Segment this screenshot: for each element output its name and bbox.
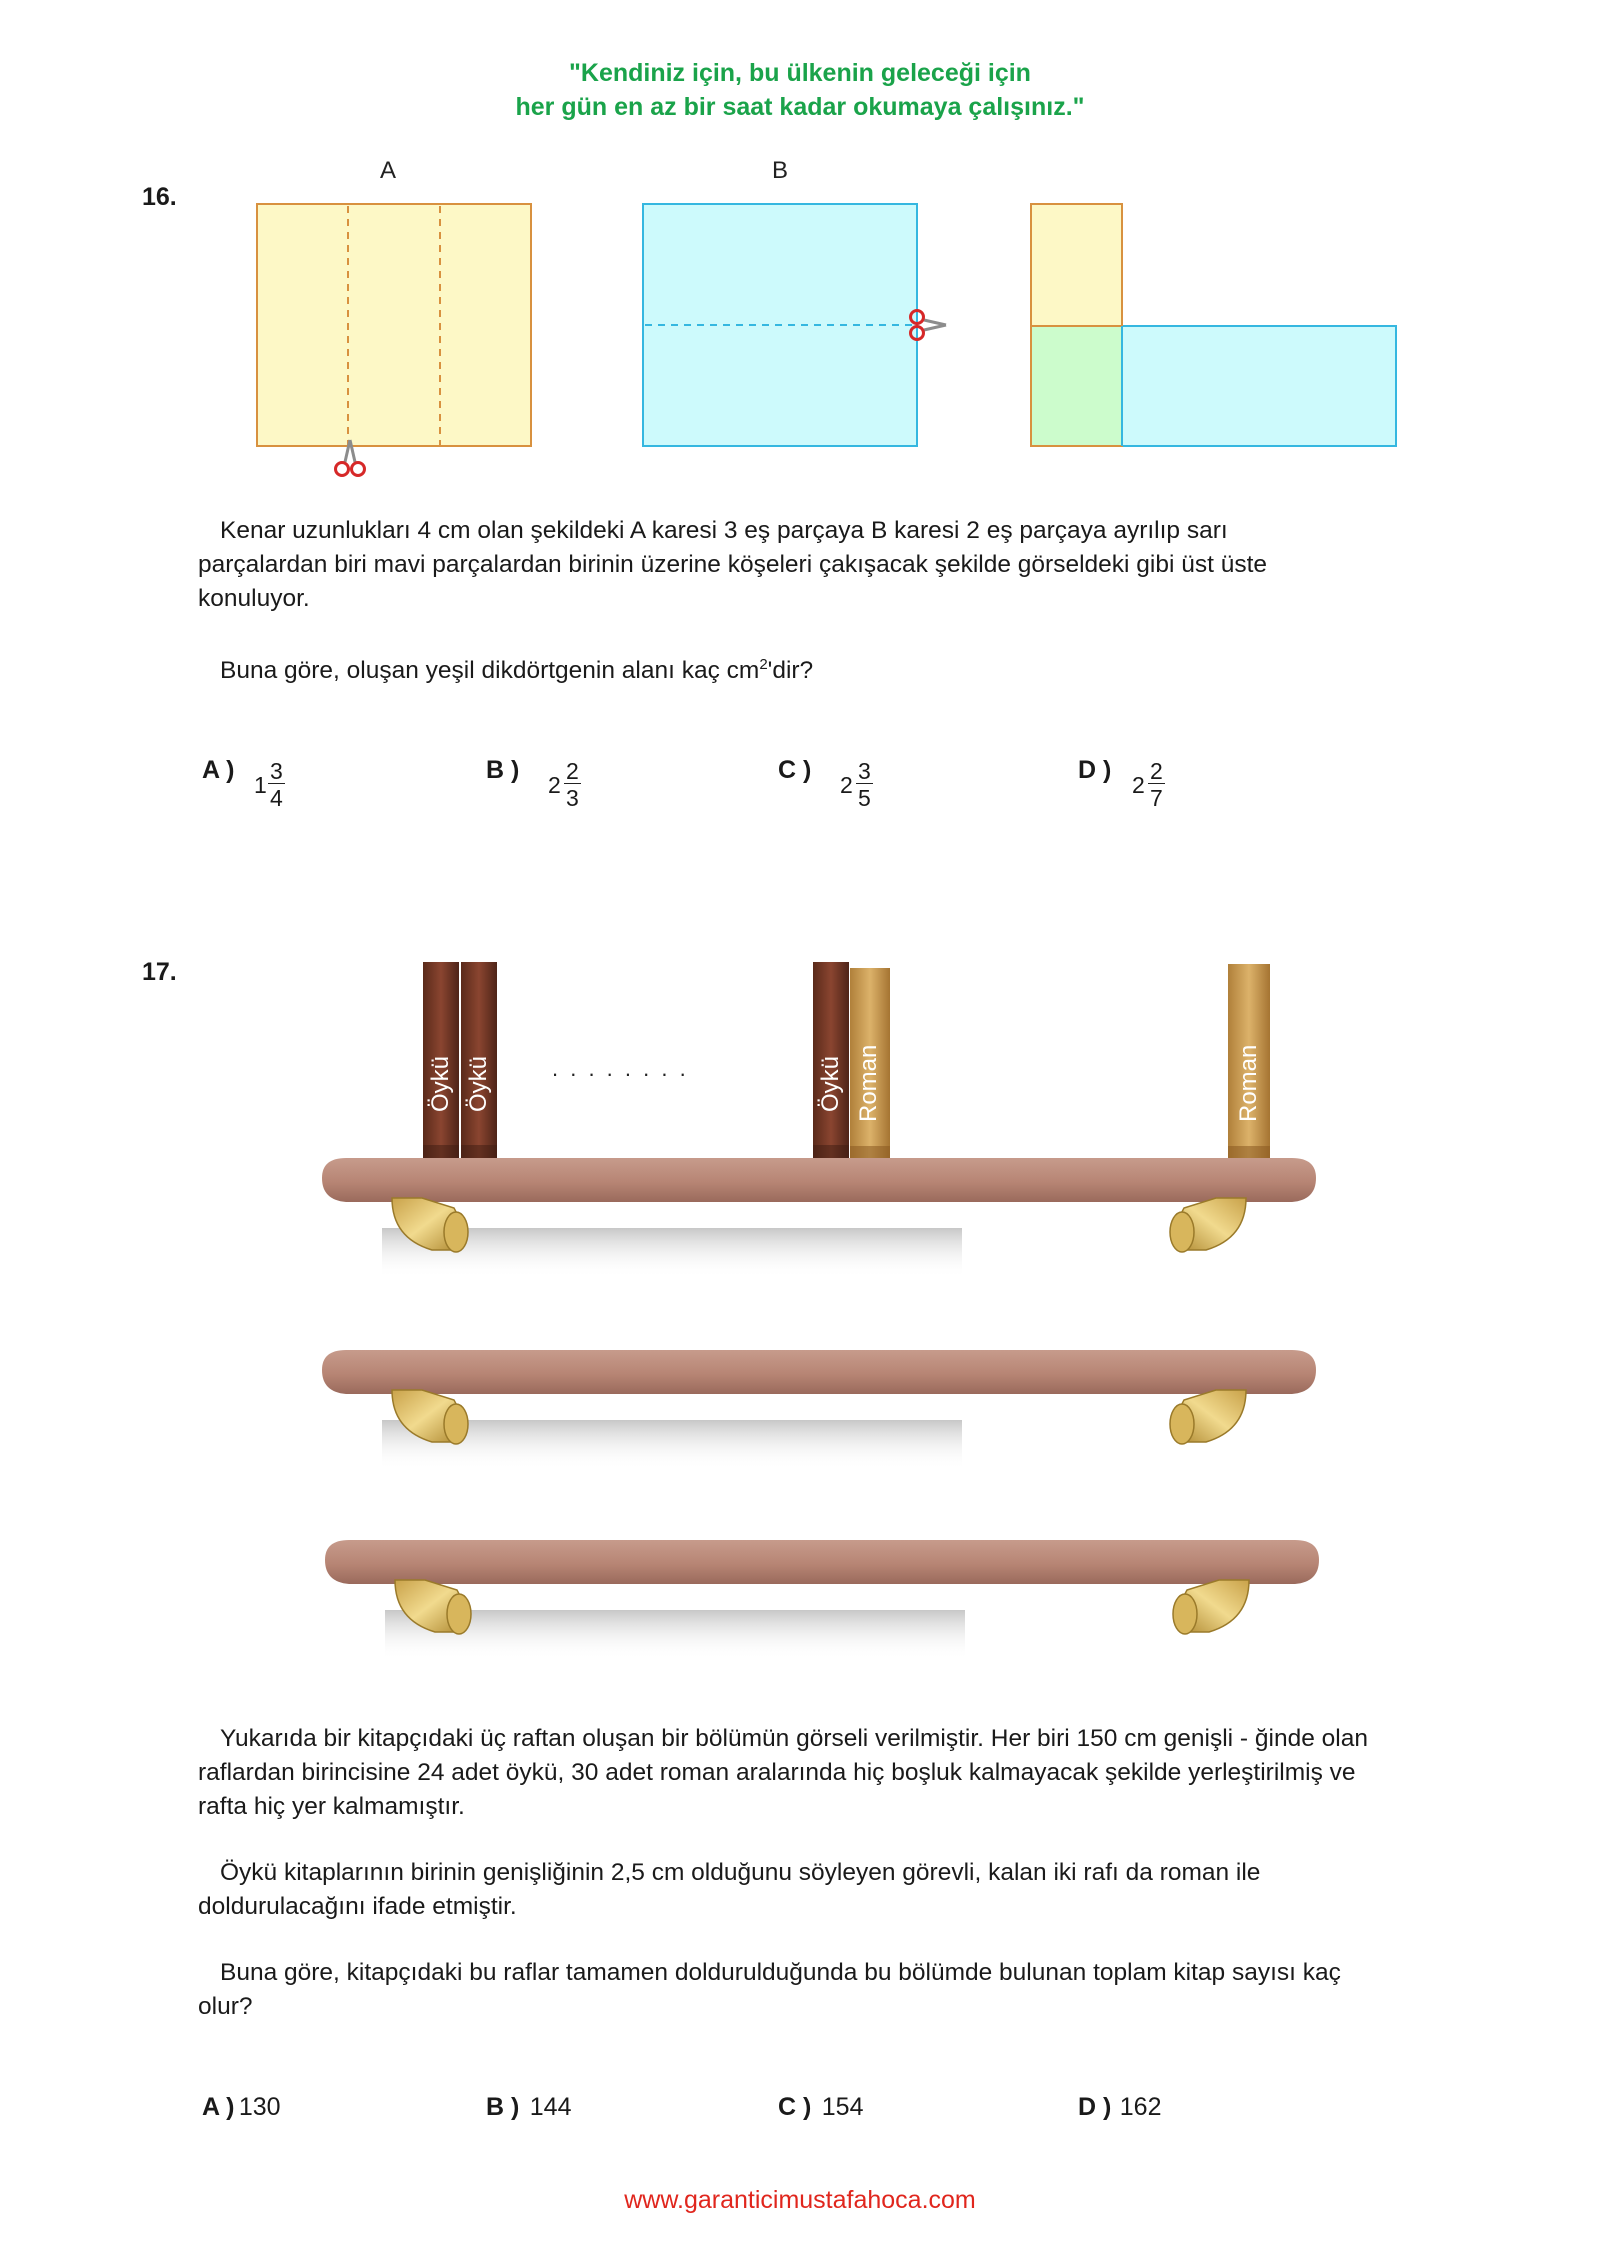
quote-line-1: "Kendiniz için, bu ülkenin geleceği için: [569, 59, 1031, 87]
book-novel-1: [850, 968, 890, 1176]
bookshelf-figure: [0, 940, 1600, 1700]
svg-text:Öykü: Öykü: [465, 1055, 492, 1112]
q16-options: A ) 1 $\frac{3}{4}$ B ) 2 $\frac{2}{3}$ C ) 2 $\frac{3}{5}$ D ) 2 $\frac{2}{7}$: [202, 756, 1163, 811]
q17-paragraph-3: Buna göre, kitapçıdaki bu raflar tamamen doldurulduğunda bu bölümde bulunan toplam kitap sayısı kaç olur?: [198, 1959, 1341, 2020]
fraction: $\frac{2}{7}$: [1150, 758, 1163, 811]
q17-paragraph-1: Yukarıda bir kitapçıdaki üç raftan oluşan bir bölümün görseli verilmiştir. Her biri 150 cm genişli - ğinde olan raflardan birincisine 24 adet öykü, 30 adet roman aralarında hiç boşluk kalmayacak şekilde yerleştirilmiş ve rafta hiç yer kalmamıştır.: [198, 1725, 1368, 1820]
square-a: [257, 204, 531, 446]
yellow-piece: [1031, 204, 1122, 326]
svg-text:Öykü: Öykü: [427, 1055, 454, 1112]
q17-options: [0, 2093, 1600, 2133]
book-novel-2: [1228, 964, 1270, 1176]
question-17-number: 17.: [142, 958, 177, 986]
quote-line-2: her gün en az bir saat kadar okumaya çalışınız.": [515, 93, 1085, 121]
fraction: $\frac{2}{3}$: [566, 758, 579, 811]
book-story-1: [423, 962, 459, 1176]
q17-option-d[interactable]: D ) 162: [1078, 2093, 1162, 2121]
fraction: $\frac{3}{5}$: [858, 758, 871, 811]
label-a: A: [379, 157, 397, 184]
book-story-3: [813, 962, 849, 1176]
shelf-2: [322, 1350, 1316, 1470]
q17-text: [198, 1722, 1378, 2056]
footer-link[interactable]: www.garanticimustafahoca.com: [624, 2186, 976, 2214]
svg-text:Öykü: Öykü: [817, 1055, 844, 1112]
q16-paragraph-2: Buna göre, oluşan yeşil dikdörtgenin alanı kaç $cm^2'dir$?: [220, 656, 814, 685]
book-story-2: [461, 962, 497, 1176]
shelf-1: [322, 1158, 1316, 1278]
motivational-quote: [0, 56, 1600, 124]
fraction: $\frac{3}{4}$: [270, 758, 283, 811]
q17-paragraph-2: Öykü kitaplarının birinin genişliğinin 2,5 cm olduğunu söyleyen görevli, kalan iki rafı da roman ile doldurulacağını ifade etmiştir.: [198, 1859, 1261, 1920]
q16-figure: [0, 150, 1600, 500]
svg-text:Roman: Roman: [855, 1044, 882, 1122]
blue-piece: [1122, 326, 1396, 446]
q16-text: [198, 514, 1350, 720]
q17-option-b[interactable]: B ) 144: [486, 2093, 572, 2121]
question-16-number: 16.: [142, 183, 177, 211]
shelf-3: [325, 1540, 1319, 1660]
svg-text:Roman: Roman: [1235, 1044, 1262, 1122]
green-rectangle: [1031, 326, 1122, 446]
ellipsis-dots: . . . . . . . .: [552, 1056, 689, 1081]
q16-paragraph-1: Kenar uzunlukları 4 cm olan şekildeki A karesi 3 eş parçaya B karesi 2 eş parçaya ayrılıp sarı parçalardan biri mavi parçalardan birinin üzerine köşeleri çakışacak şekilde görseldeki gibi üst üste konuluyor.: [198, 517, 1268, 612]
q17-option-a[interactable]: A ) 130: [202, 2093, 281, 2121]
label-b: B: [771, 157, 789, 184]
q17-option-c[interactable]: C ) 154: [778, 2093, 864, 2121]
